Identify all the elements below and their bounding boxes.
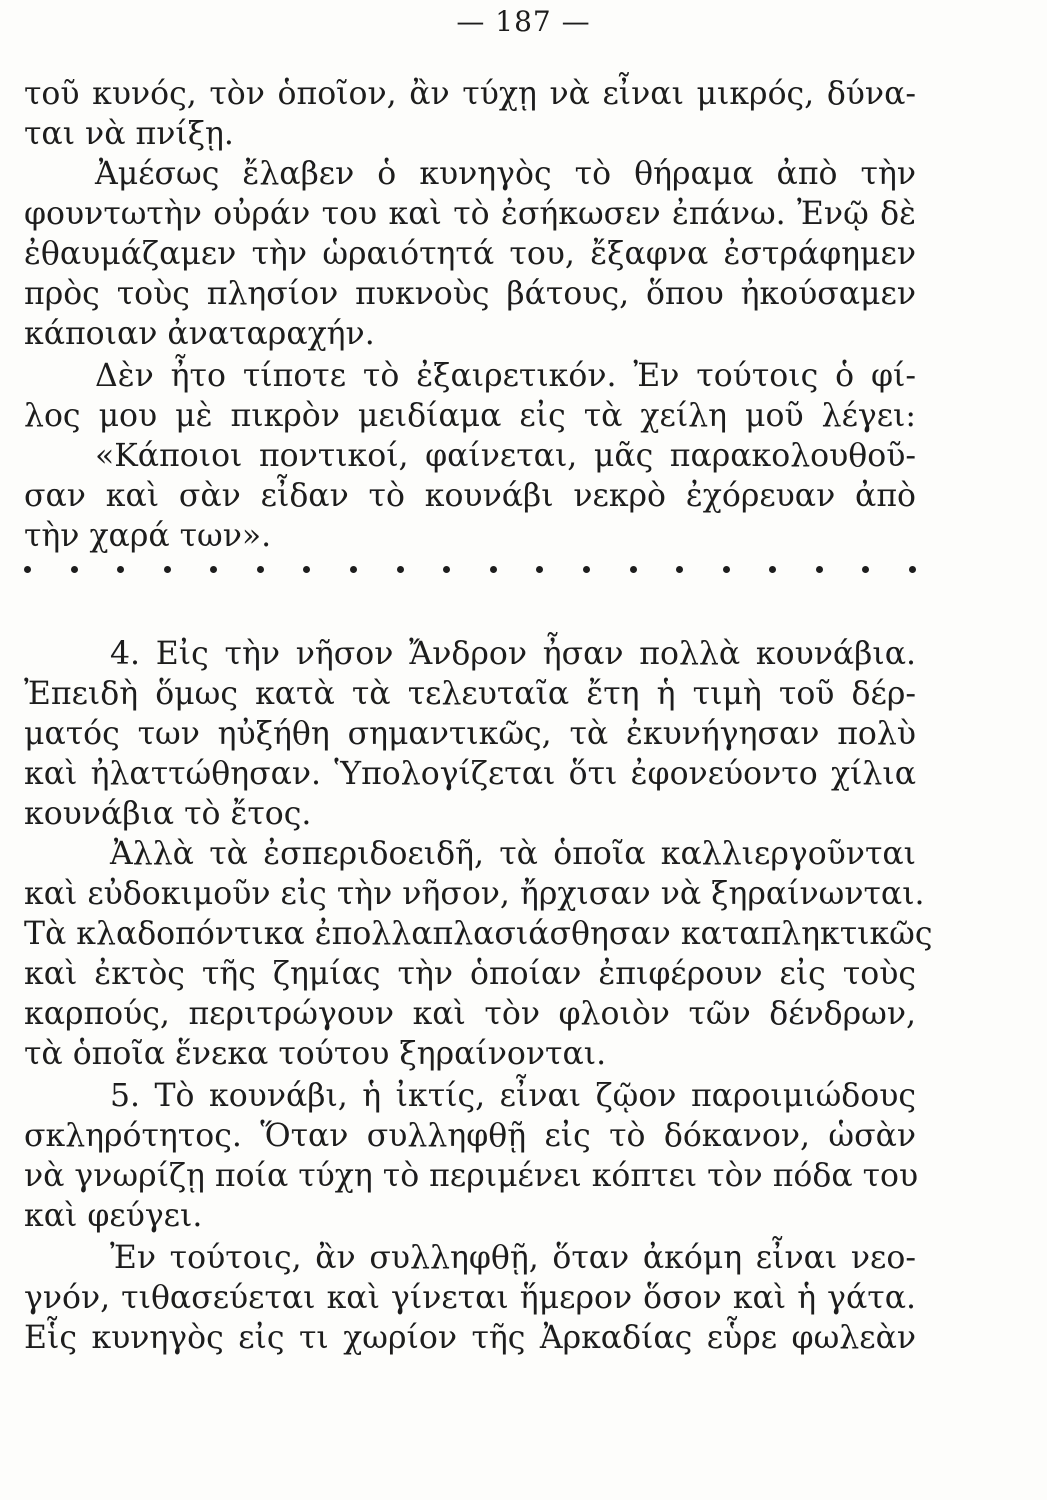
text-line-26: νὰ γνωρίζῃ ποία τύχη τὸ περιμένει κόπτει τὸν πόδα του (24, 1158, 919, 1194)
text-line-28: Ἐν τούτοις, ἂν συλληφθῇ, ὅταν ἀκόμη εἶναι νεο- (110, 1240, 916, 1276)
text-line-2: ται νὰ πνίξῃ. (24, 116, 234, 152)
divider-dot (117, 566, 124, 573)
text-line-12: τὴν χαρά των». (24, 518, 272, 554)
divider-dot (816, 566, 823, 573)
text-line-23: τὰ ὁποῖα ἕνεκα τούτου ξηραίνονται. (24, 1036, 607, 1072)
text-line-30: Εἷς κυνηγὸς εἰς τι χωρίον τῆς Ἀρκαδίας εὗρε φωλεὰν (24, 1320, 916, 1356)
text-line-29: γνόν, τιθασεύεται καὶ γίνεται ἥμερον ὅσον καὶ ἡ γάτα. (24, 1280, 916, 1316)
divider-dot (397, 566, 404, 573)
divider-dot (24, 566, 31, 573)
text-line-18: Ἀλλὰ τὰ ἐσπεριδοειδῆ, τὰ ὁποῖα καλλιεργοῦνται (110, 836, 916, 872)
text-line-14: Ἐπειδὴ ὅμως κατὰ τὰ τελευταῖα ἔτη ἡ τιμὴ τοῦ δέρ- (24, 676, 916, 712)
text-line-21: καὶ ἐκτὸς τῆς ζημίας τὴν ὁποίαν ἐπιφέρουν εἰς τοὺς (24, 956, 916, 992)
text-line-1: τοῦ κυνός, τὸν ὁποῖον, ἂν τύχῃ νὰ εἶναι μικρός, δύνα- (24, 76, 916, 112)
text-line-3: Ἀμέσως ἔλαβεν ὁ κυνηγὸς τὸ θήραμα ἀπὸ τὴν (95, 156, 916, 192)
section-divider-dots (24, 566, 916, 573)
text-line-5: ἐθαυμάζαμεν τὴν ὡραιότητά του, ἔξαφνα ἐστράφημεν (24, 236, 916, 272)
divider-dot (71, 566, 78, 573)
text-line-17: κουνάβια τὸ ἔτος. (24, 796, 312, 832)
divider-dot (723, 566, 730, 573)
text-line-27: καὶ φεύγει. (24, 1198, 203, 1234)
text-line-22: καρπούς, περιτρώγουν καὶ τὸν φλοιὸν τῶν δένδρων, (24, 996, 916, 1032)
divider-dot (536, 566, 543, 573)
divider-dot (769, 566, 776, 573)
text-line-16: καὶ ἠλαττώθησαν. Ὑπολογίζεται ὅτι ἐφονεύοντο χίλια (24, 756, 916, 792)
text-line-6: πρὸς τοὺς πλησίον πυκνοὺς βάτους, ὅπου ἠκούσαμεν (24, 276, 916, 312)
divider-dot (490, 566, 497, 573)
divider-dot (630, 566, 637, 573)
divider-dot (303, 566, 310, 573)
text-line-13: 4. Εἰς τὴν νῆσον Ἄνδρον ἦσαν πολλὰ κουνάβια. (110, 636, 916, 672)
text-line-19: καὶ εὐδοκιμοῦν εἰς τὴν νῆσον, ἤρχισαν νὰ ξηραίνωνται. (24, 876, 925, 912)
divider-dot (443, 566, 450, 573)
page-number: — 187 — (456, 5, 591, 38)
divider-dot (862, 566, 869, 573)
divider-dot (676, 566, 683, 573)
text-line-25: σκληρότητος. Ὅταν συλληφθῇ εἰς τὸ δόκανον, ὡσὰν (24, 1118, 916, 1154)
divider-dot (257, 566, 264, 573)
text-line-24: 5. Τὸ κουνάβι, ἡ ἰκτίς, εἶναι ζῷον παροιμιώδους (110, 1078, 916, 1114)
divider-dot (164, 566, 171, 573)
text-line-11: σαν καὶ σὰν εἶδαν τὸ κουνάβι νεκρὸ ἐχόρευαν ἀπὸ (24, 478, 916, 514)
text-line-20: Τὰ κλαδοπόντικα ἐπολλαπλασιάσθησαν καταπληκτικῶς (24, 916, 933, 952)
divider-dot (210, 566, 217, 573)
divider-dot (350, 566, 357, 573)
text-line-15: ματός των ηὐξήθη σημαντικῶς, τὰ ἐκυνήγησαν πολὺ (24, 716, 916, 752)
text-line-7: κάποιαν ἀναταραχήν. (24, 316, 375, 352)
divider-dot (583, 566, 590, 573)
text-line-8: Δὲν ἦτο τίποτε τὸ ἐξαιρετικόν. Ἐν τούτοις ὁ φί- (95, 358, 916, 394)
text-line-9: λος μου μὲ πικρὸν μειδίαμα εἰς τὰ χείλη μοῦ λέγει: (24, 398, 916, 434)
text-line-4: φουντωτὴν οὐράν του καὶ τὸ ἐσήκωσεν ἐπάνω. Ἐνῷ δὲ (24, 196, 916, 232)
divider-dot (909, 566, 916, 573)
text-line-10: «Κάποιοι ποντικοί, φαίνεται, μᾶς παρακολουθοῦ- (95, 438, 916, 474)
